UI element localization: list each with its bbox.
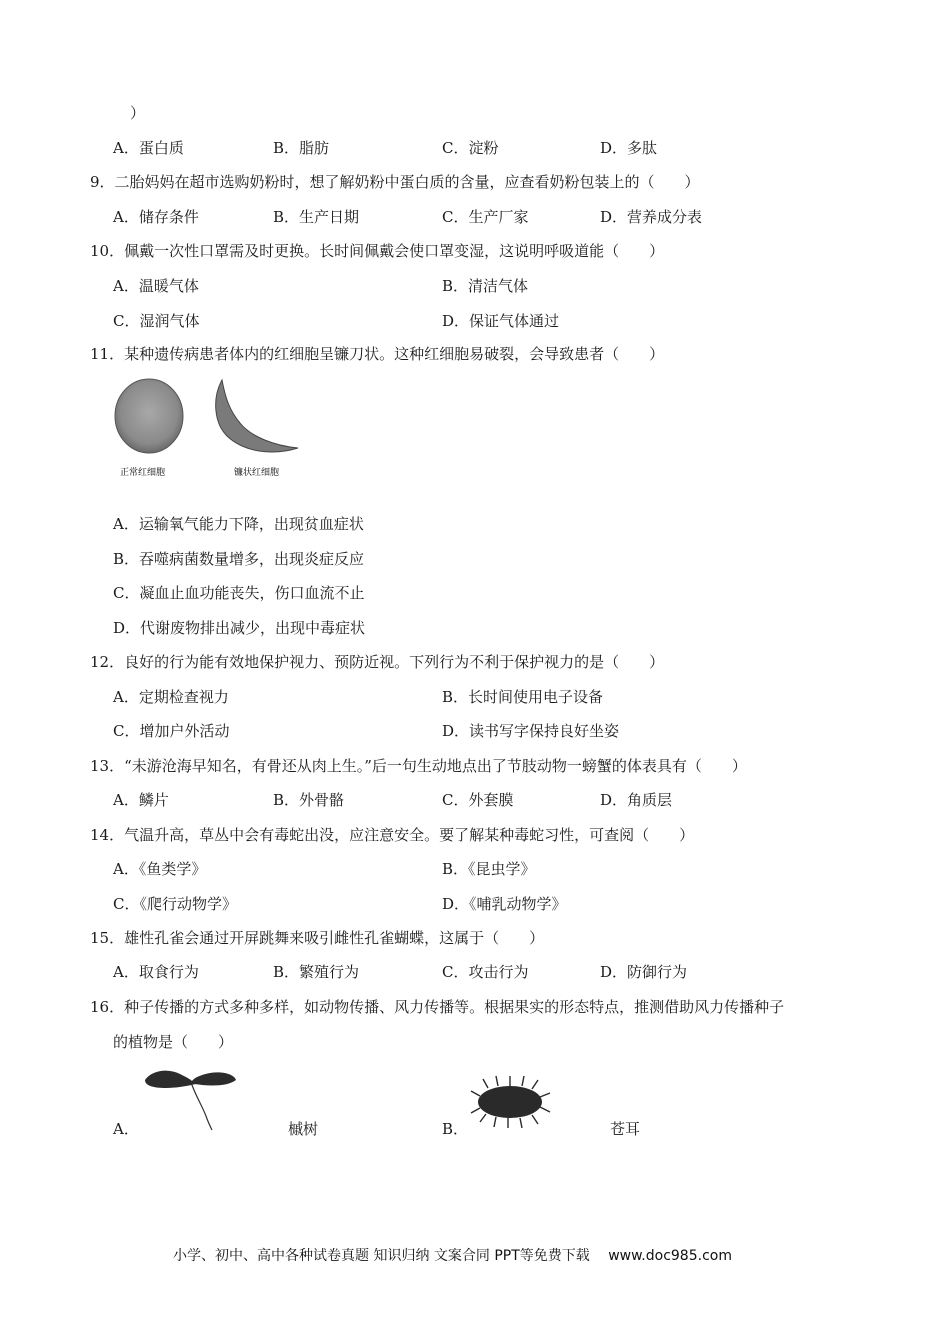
q16-option-b-name: 苍耳	[610, 1120, 641, 1138]
q12-option-b[interactable]: B．长时间使用电子设备	[442, 688, 604, 706]
q10-stem: 10．佩戴一次性口罩需及时更换。长时间佩戴会使口罩变湿，这说明呼吸道能（ ）	[90, 242, 665, 260]
cocklebur-image	[468, 1074, 554, 1130]
q15-option-c[interactable]: C．攻击行为	[442, 963, 529, 981]
q11-option-d[interactable]: D．代谢废物排出减少，出现中毒症状	[113, 619, 366, 637]
q10-option-c[interactable]: C．湿润气体	[113, 312, 200, 330]
q13-option-d[interactable]: D．角质层	[600, 791, 673, 809]
q14-option-b[interactable]: B．《昆虫学》	[442, 860, 536, 878]
q10-option-d[interactable]: D．保证气体通过	[442, 312, 560, 330]
q10-option-b[interactable]: B．清洁气体	[442, 277, 529, 295]
q16-option-b-letter[interactable]: B．	[442, 1120, 469, 1138]
q16-stem-line1: 16．种子传播的方式多种多样，如动物传播、风力传播等。根据果实的形态特点，推测借助风力传播种子	[90, 998, 785, 1016]
q13-option-b[interactable]: B．外骨骼	[273, 791, 345, 809]
q16-option-a-letter[interactable]: A．	[113, 1120, 139, 1138]
q16-option-a-name: 槭树	[288, 1120, 319, 1138]
q9-option-b[interactable]: B．生产日期	[273, 208, 360, 226]
q15-stem: 15．雄性孔雀会通过开屏跳舞来吸引雌性孔雀蝴蝶，这属于（ ）	[90, 929, 545, 947]
q11-option-b[interactable]: B．吞噬病菌数量增多，出现炎症反应	[113, 550, 365, 568]
q9-stem: 9．二胎妈妈在超市选购奶粉时，想了解奶粉中蛋白质的含量，应查看奶粉包装上的（ ）	[90, 173, 700, 191]
q13-option-c[interactable]: C．外套膜	[442, 791, 514, 809]
q14-option-d[interactable]: D．《哺乳动物学》	[442, 895, 567, 913]
q15-option-b[interactable]: B．繁殖行为	[273, 963, 360, 981]
q15-option-d[interactable]: D．防御行为	[600, 963, 688, 981]
q13-option-a[interactable]: A．鳞片	[113, 791, 169, 809]
q11-option-c[interactable]: C．凝血止血功能丧失，伤口血流不止	[113, 584, 365, 602]
q12-option-d[interactable]: D．读书写字保持良好坐姿	[442, 722, 620, 740]
q14-option-a[interactable]: A．《鱼类学》	[113, 860, 207, 878]
q9-option-a[interactable]: A．储存条件	[113, 208, 199, 226]
normal-cell-caption: 正常红细胞	[120, 468, 166, 478]
q10-option-a[interactable]: A．温暖气体	[113, 277, 199, 295]
q15-option-a[interactable]: A．取食行为	[113, 963, 199, 981]
q8-stem-tail: ）	[130, 104, 146, 122]
q8-option-d[interactable]: D．多肽	[600, 139, 658, 157]
q14-option-c[interactable]: C．《爬行动物学》	[113, 895, 237, 913]
q8-option-a[interactable]: A．蛋白质	[113, 139, 184, 157]
q9-option-d[interactable]: D．营养成分表	[600, 208, 703, 226]
q11-option-a[interactable]: A．运输氧气能力下降，出现贫血症状	[113, 515, 364, 533]
q11-stem: 11．某种遗传病患者体内的红细胞呈镰刀状。这种红细胞易破裂，会导致患者（ ）	[90, 345, 665, 363]
q16-stem-line2: 的植物是（ ）	[113, 1033, 234, 1051]
q13-stem: 13．“未游沧海早知名，有骨还从肉上生。”后一句生动地点出了节肢动物一螃蟹的体表具有（ ）	[90, 757, 747, 775]
page-footer: 小学、初中、高中各种试卷真题 知识归纳 文案合同 PPT等免费下载 www.doc985.com	[173, 1248, 732, 1264]
q8-option-c[interactable]: C．淀粉	[442, 139, 499, 157]
q12-stem: 12．良好的行为能有效地保护视力、预防近视。下列行为不利于保护视力的是（ ）	[90, 653, 665, 671]
red-blood-cell-figure	[112, 378, 312, 483]
q8-option-b[interactable]: B．脂肪	[273, 139, 330, 157]
q9-option-c[interactable]: C．生产厂家	[442, 208, 529, 226]
sickle-cell-caption: 镰状红细胞	[234, 468, 280, 478]
sickle-red-blood-cell	[216, 380, 298, 452]
maple-samara-image	[140, 1066, 240, 1134]
q12-option-a[interactable]: A．定期检查视力	[113, 688, 229, 706]
normal-red-blood-cell	[115, 379, 183, 453]
q14-stem: 14．气温升高，草丛中会有毒蛇出没，应注意安全。要了解某种毒蛇习性，可查阅（ ）	[90, 826, 695, 844]
q12-option-c[interactable]: C．增加户外活动	[113, 722, 230, 740]
